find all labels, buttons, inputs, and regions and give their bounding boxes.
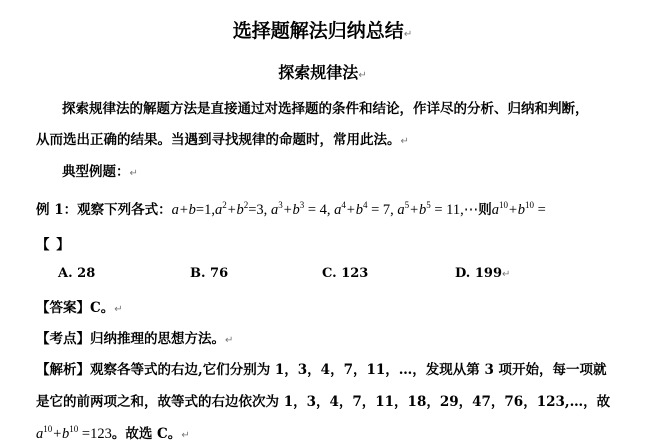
example-label: 例 1：观察下列各式： bbox=[36, 202, 172, 218]
knowledge-text: 归纳推理的思想方法。 bbox=[90, 331, 225, 347]
analysis-text-1: 观察各等式的右边,它们分别为 1，3，4，7，11，…，发现从第 3 项开始，每一项就 bbox=[90, 362, 607, 378]
example-heading bbox=[62, 160, 138, 180]
analysis-text-3: 。故选 C。 bbox=[111, 426, 182, 442]
section-subtitle bbox=[0, 60, 645, 83]
answer-tag: 【答案】 bbox=[36, 300, 90, 316]
analysis-line-3 bbox=[36, 422, 190, 443]
then-word: 则 bbox=[478, 202, 492, 218]
example-question bbox=[36, 198, 546, 219]
paragraph-mark-icon: ↵ bbox=[129, 168, 138, 179]
paragraph-mark-icon: ↵ bbox=[181, 430, 190, 441]
analysis-tag: 【解析】 bbox=[36, 362, 90, 378]
option-b bbox=[190, 266, 228, 281]
answer-text: C。 bbox=[90, 300, 115, 316]
analysis-text-2: 是它的前两项之和，故等式的右边依次为 1，3，4，7，11，18，29，47，76，123,…，故 bbox=[36, 394, 611, 410]
knowledge-line bbox=[36, 327, 233, 347]
paragraph-mark-icon: ↵ bbox=[358, 70, 367, 81]
document-title bbox=[0, 16, 645, 43]
analysis-line-1 bbox=[36, 358, 607, 378]
analysis-line-2 bbox=[36, 390, 610, 410]
answer-line bbox=[36, 296, 123, 316]
title-text: 选择题解法归纳总结 bbox=[232, 20, 404, 42]
option-c bbox=[322, 266, 368, 281]
option-d-value: 199 bbox=[474, 266, 503, 281]
paragraph-mark-icon: ↵ bbox=[400, 136, 409, 147]
analysis-formula: $a^{10}+b^{10} =123$ bbox=[36, 424, 112, 442]
intro-text-2: 从而选出正确的结果。当遇到寻找规律的命题时，常用此法。 bbox=[36, 132, 401, 148]
subtitle-text: 探索规律法 bbox=[278, 63, 359, 82]
option-d bbox=[455, 266, 510, 281]
paragraph-mark-icon: ↵ bbox=[502, 269, 511, 280]
paragraph-mark-icon: ↵ bbox=[403, 29, 413, 40]
option-b-value: 76 bbox=[210, 266, 229, 281]
knowledge-tag: 【考点】 bbox=[36, 331, 90, 347]
example-formula: $a+b=1,a^2+b^2=3$, $a^3+b^3 = 4$, $a^4+b^4 = 7$, $a^5+b^5$ = 11,⋯ bbox=[171, 200, 479, 218]
intro-line-1 bbox=[62, 97, 589, 117]
paragraph-mark-icon: ↵ bbox=[225, 335, 234, 346]
option-a-label: A. bbox=[58, 266, 73, 281]
example-target: $a^{10}+b^{10}$ = bbox=[491, 200, 546, 218]
option-c-label: C. bbox=[322, 266, 337, 281]
option-b-label: B. bbox=[190, 266, 206, 281]
option-c-value: 123 bbox=[341, 266, 369, 281]
answer-blank bbox=[36, 233, 71, 253]
option-a-value: 28 bbox=[77, 266, 96, 281]
option-d-label: D. bbox=[455, 266, 471, 281]
intro-line-2 bbox=[36, 128, 409, 148]
paragraph-mark-icon: ↵ bbox=[114, 304, 123, 315]
option-a bbox=[58, 266, 95, 281]
answer-blank-text: 【 】 bbox=[36, 237, 71, 253]
intro-text-1: 探索规律法的解题方法是直接通过对选择题的条件和结论，作详尽的分析、归纳和判断， bbox=[62, 101, 589, 117]
example-heading-text: 典型例题： bbox=[62, 164, 130, 180]
